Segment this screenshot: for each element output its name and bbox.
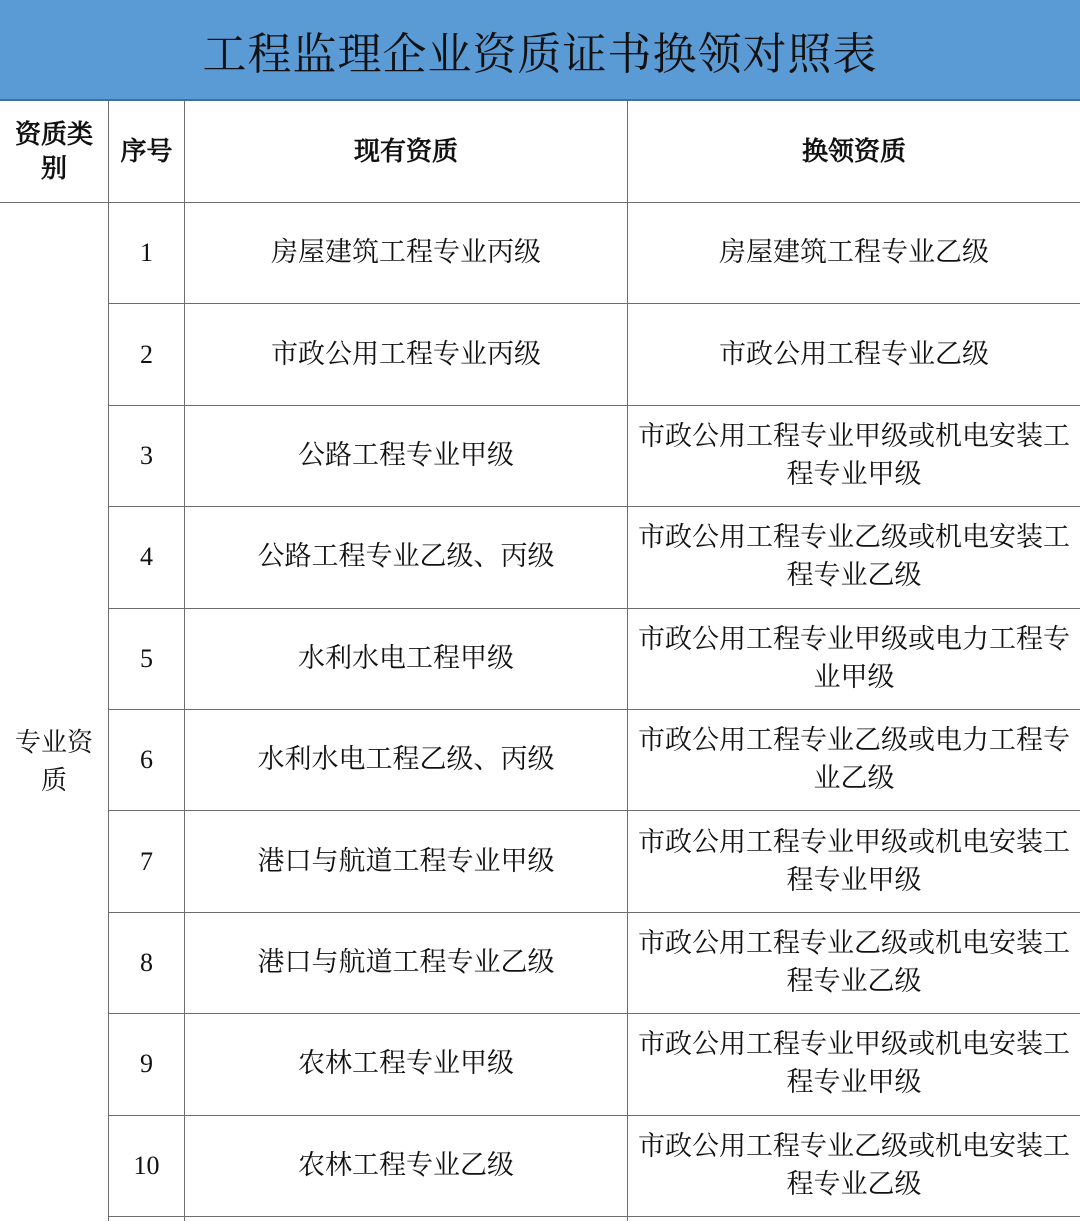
row-new: 市政公用工程专业乙级或机电安装工程专业乙级 — [628, 913, 1080, 1014]
row-index: 7 — [109, 811, 185, 912]
row-index: 4 — [109, 507, 185, 608]
row-index: 8 — [109, 913, 185, 1014]
row-current-continuation — [185, 1217, 628, 1221]
title-bar — [0, 0, 1080, 101]
row-new-continuation — [628, 1217, 1080, 1221]
row-new: 市政公用工程专业甲级或机电安装工程专业甲级 — [628, 1014, 1080, 1115]
row-current: 水利水电工程甲级 — [185, 609, 628, 710]
header-index: 序号 — [109, 101, 185, 203]
row-index: 1 — [109, 203, 185, 304]
row-new: 市政公用工程专业甲级或电力工程专业甲级 — [628, 609, 1080, 710]
row-current: 水利水电工程乙级、丙级 — [185, 710, 628, 811]
row-index: 9 — [109, 1014, 185, 1115]
row-index: 10 — [109, 1116, 185, 1217]
row-new: 市政公用工程专业甲级或机电安装工程专业甲级 — [628, 406, 1080, 507]
row-current: 农林工程专业甲级 — [185, 1014, 628, 1115]
row-new: 市政公用工程专业乙级或机电安装工程专业乙级 — [628, 1116, 1080, 1217]
row-index: 2 — [109, 304, 185, 405]
category-cell: 专业资质 — [0, 203, 109, 1221]
row-current: 港口与航道工程专业甲级 — [185, 811, 628, 912]
row-index-continuation — [109, 1217, 185, 1221]
row-new: 市政公用工程专业乙级 — [628, 304, 1080, 405]
row-index: 3 — [109, 406, 185, 507]
row-new: 市政公用工程专业甲级或机电安装工程专业甲级 — [628, 811, 1080, 912]
header-category: 资质类别 — [0, 101, 109, 203]
row-new: 市政公用工程专业乙级或机电安装工程专业乙级 — [628, 507, 1080, 608]
row-new: 房屋建筑工程专业乙级 — [628, 203, 1080, 304]
table-title: 工程监理企业资质证书换领对照表 — [202, 28, 878, 80]
row-new: 市政公用工程专业乙级或电力工程专业乙级 — [628, 710, 1080, 811]
row-current: 农林工程专业乙级 — [185, 1116, 628, 1217]
row-current: 市政公用工程专业丙级 — [185, 304, 628, 405]
row-index: 5 — [109, 609, 185, 710]
header-current-qualification: 现有资质 — [185, 101, 628, 203]
row-current: 房屋建筑工程专业丙级 — [185, 203, 628, 304]
row-index: 6 — [109, 710, 185, 811]
row-current: 公路工程专业乙级、丙级 — [185, 507, 628, 608]
row-current: 公路工程专业甲级 — [185, 406, 628, 507]
qualification-table — [0, 101, 1080, 1221]
row-current: 港口与航道工程专业乙级 — [185, 913, 628, 1014]
header-new-qualification: 换领资质 — [628, 101, 1080, 203]
